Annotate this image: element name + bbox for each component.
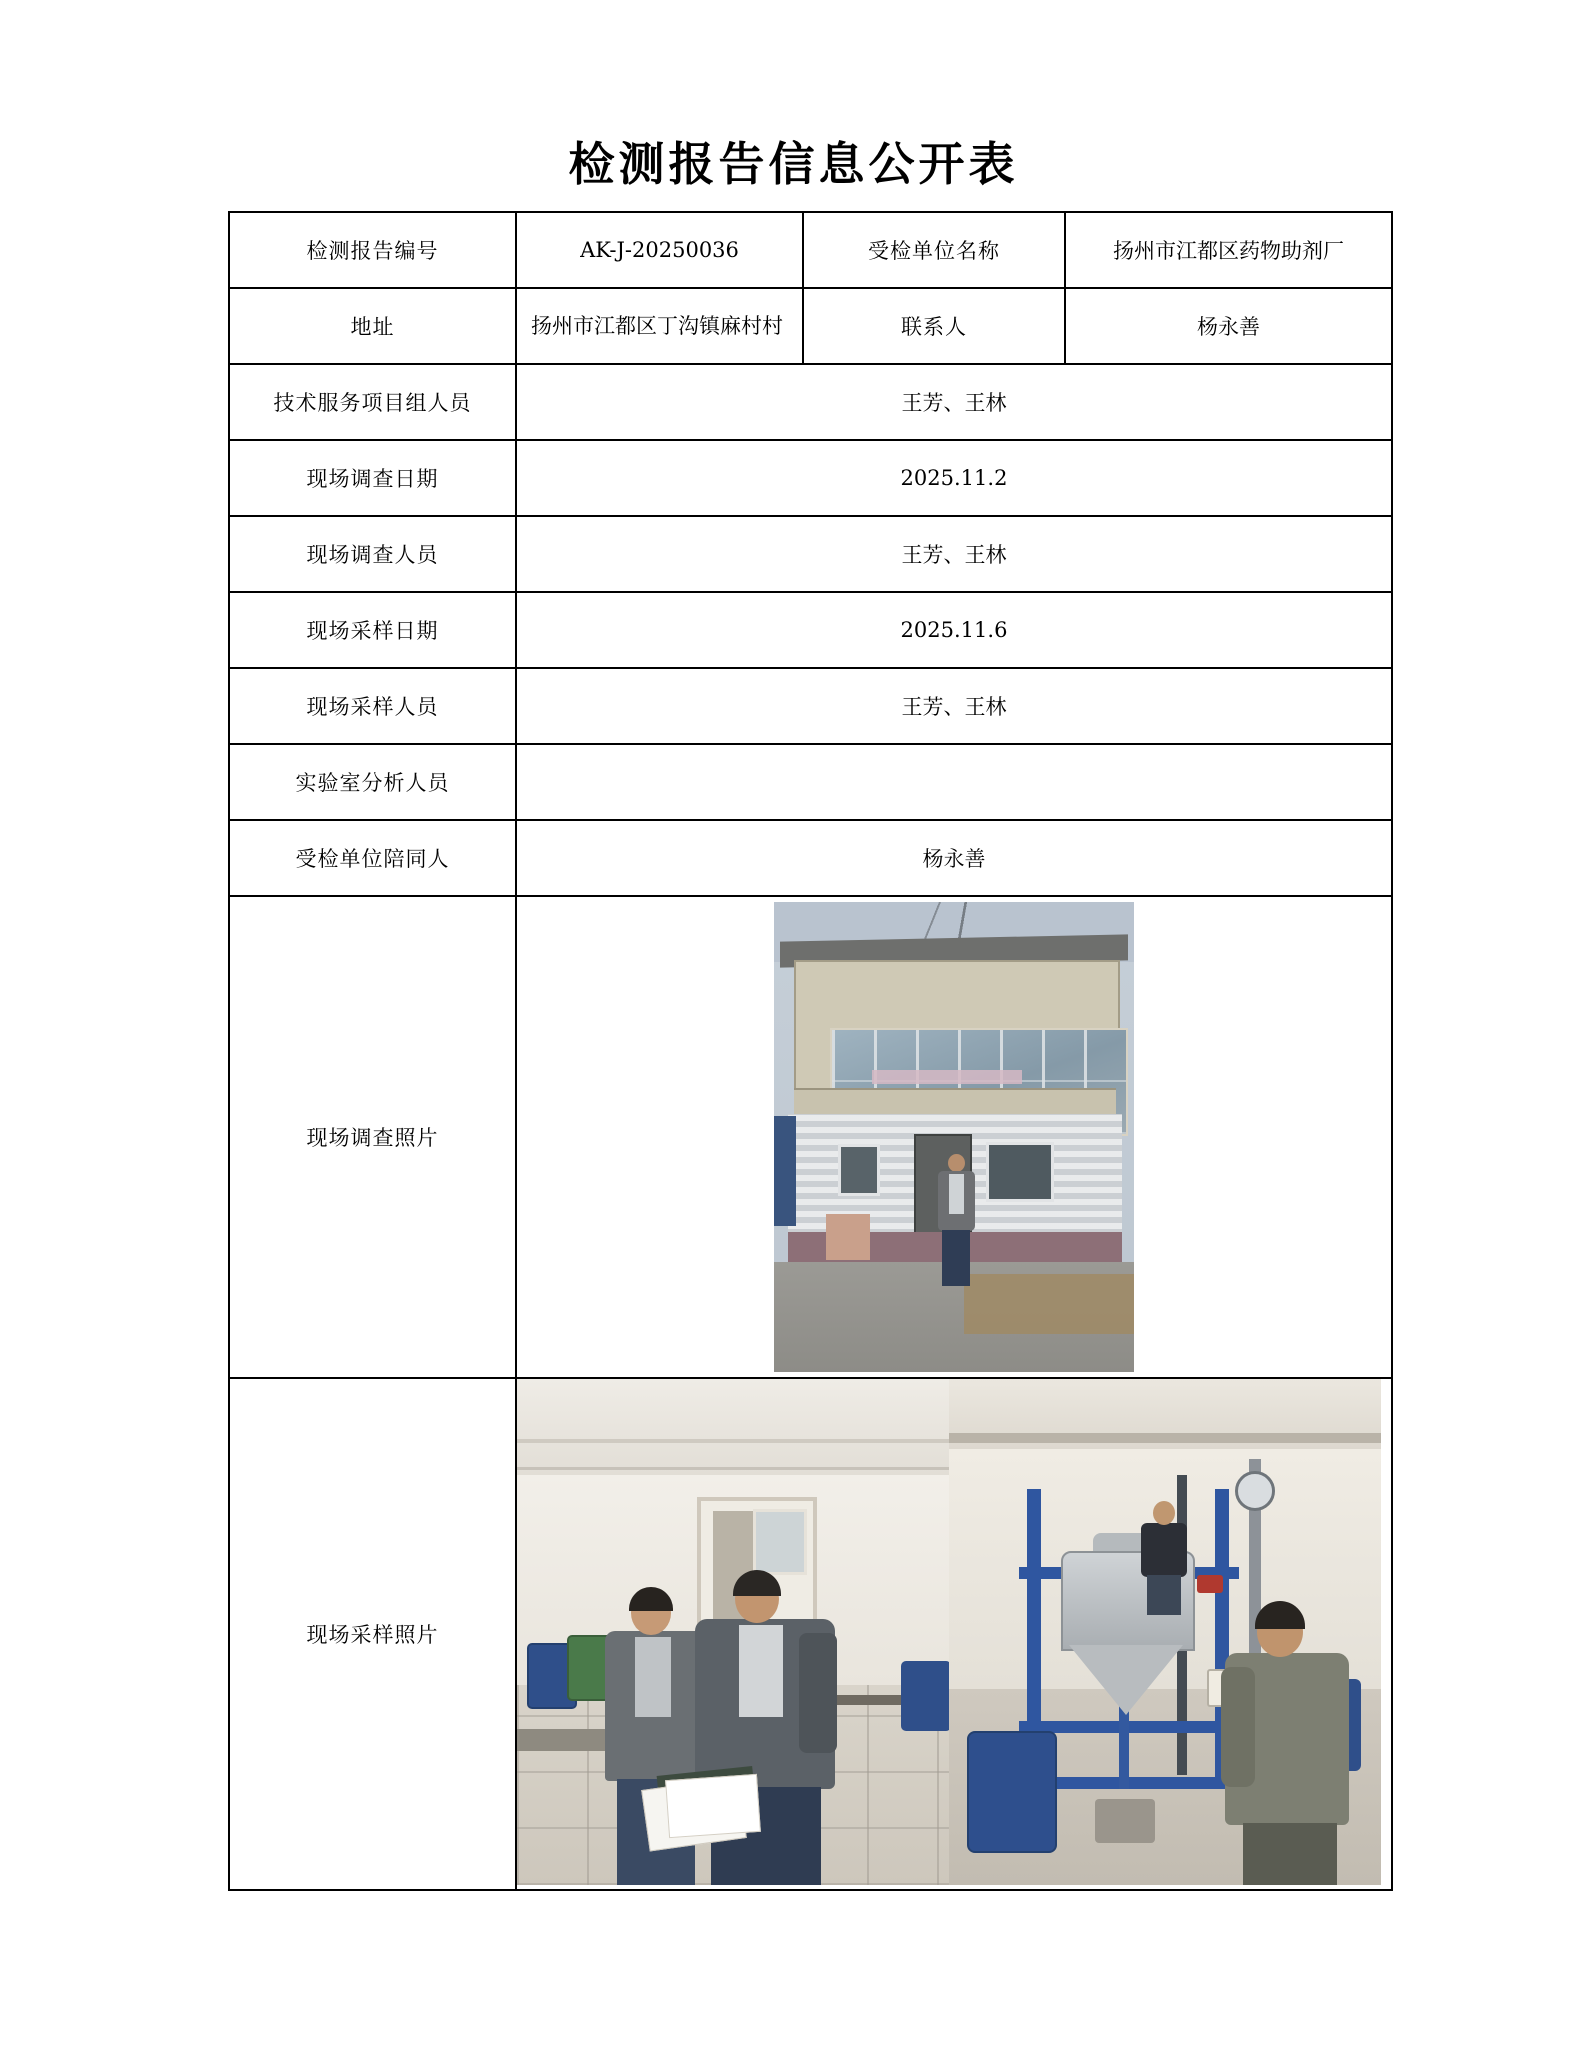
report-info-table [228, 211, 1393, 1891]
label-lab-analyst: 实验室分析人员 [229, 744, 516, 820]
sampling-photo-cell [516, 1378, 1392, 1890]
table-row [229, 364, 1392, 440]
label-survey-staff: 现场调查人员 [229, 516, 516, 592]
table-row [229, 592, 1392, 668]
table-row-survey-photos [229, 896, 1392, 1378]
value-inspected-unit: 扬州市江都区药物助剂厂 [1065, 212, 1392, 288]
label-survey-photos: 现场调查照片 [229, 896, 516, 1378]
table-row [229, 516, 1392, 592]
table-row [229, 820, 1392, 896]
table-row-sampling-photos [229, 1378, 1392, 1890]
survey-photo-building [774, 902, 1134, 1372]
value-accompanying-person: 杨永善 [516, 820, 1392, 896]
label-sampling-photos: 现场采样照片 [229, 1378, 516, 1890]
label-sampling-staff: 现场采样人员 [229, 668, 516, 744]
value-report-number: AK-J-20250036 [516, 212, 803, 288]
value-lab-analyst [516, 744, 1392, 820]
table-row [229, 288, 1392, 364]
label-inspected-unit: 受检单位名称 [803, 212, 1065, 288]
value-survey-staff: 王芳、王林 [516, 516, 1392, 592]
value-sampling-date: 2025.11.6 [516, 592, 1392, 668]
value-sampling-staff: 王芳、王林 [516, 668, 1392, 744]
label-accompanying-person: 受检单位陪同人 [229, 820, 516, 896]
value-survey-date: 2025.11.2 [516, 440, 1392, 516]
table-row [229, 744, 1392, 820]
sampling-photo-indoor [517, 1379, 949, 1885]
page-title: 检测报告信息公开表 [568, 137, 1019, 191]
value-contact-person: 杨永善 [1065, 288, 1392, 364]
label-address: 地址 [229, 288, 516, 364]
label-sampling-date: 现场采样日期 [229, 592, 516, 668]
label-report-number: 检测报告编号 [229, 212, 516, 288]
table-row [229, 212, 1392, 288]
sampling-photo-equipment [949, 1379, 1381, 1885]
value-project-team: 王芳、王林 [516, 364, 1392, 440]
table-row [229, 668, 1392, 744]
label-contact-person: 联系人 [803, 288, 1065, 364]
survey-photo-cell [516, 896, 1392, 1378]
value-address: 扬州市江都区丁沟镇麻村村 [516, 288, 803, 364]
label-project-team: 技术服务项目组人员 [229, 364, 516, 440]
label-survey-date: 现场调查日期 [229, 440, 516, 516]
table-row [229, 440, 1392, 516]
